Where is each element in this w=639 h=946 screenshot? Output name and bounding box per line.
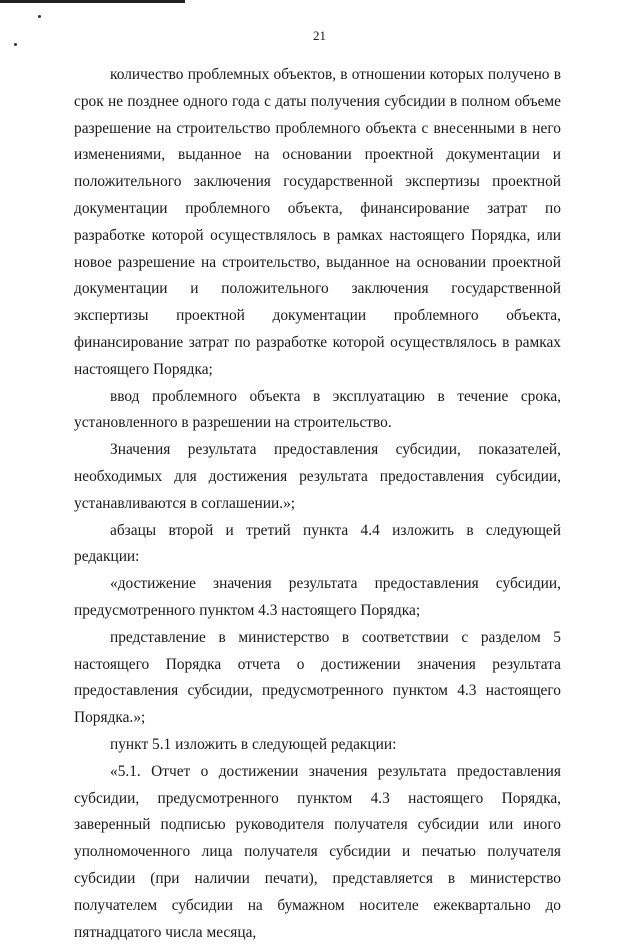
paragraph-report-submission: представление в министерство в соответствии с разделом 5 настоящего Порядка отчета о достижении значения результата предоставления субсидии, предусмотренного пунктом 4.3 настоящего Порядка.»;	[74, 628, 561, 727]
paragraph-clause-5-1: «5.1. Отчет о достижении значения результата предоставления субсидии, предусмотренного пунктом 4.3 настоящего Порядка, заверенный подписью руководителя получателя субсидии или иного уполномоченного лица получателя субсидии и печатью получателя субсидии (при наличии печати), представляется в министерство получателем субсидии на бумажном носителе ежеквартально до пятнадцатого числа месяца,	[74, 762, 561, 941]
paragraph-amend-4-4: абзацы второй и третий пункта 4.4 изложить в следующей редакции:	[74, 521, 561, 566]
paragraph-result-values: Значения результата предоставления субсидии, показателей, необходимых для достижения результата предоставления субсидии, устанавливаются в соглашении.»;	[74, 441, 561, 512]
paragraph-problem-objects-count: количество проблемных объектов, в отношении которых получено в срок не позднее одного года с даты получения субсидии в полном объеме разрешение на строительство проблемного объекта с внесенными в него изменениями, выданное на основании проектной документации и положительного заключения государственной экспертизы проектной документации проблемного объекта, финансирование затрат по разработке которой осуществлялось в рамках настоящего Порядка, или новое разрешение на строительство, выданное на основании проектной документации и положительного заключения государственной экспертизы проектной документации проблемного объекта, финансирование затрат по разработке которой осуществлялось в рамках настоящего Порядка;	[74, 66, 561, 378]
scan-speck	[38, 15, 41, 18]
paragraph-amend-5-1: пункт 5.1 изложить в следующей редакции:	[110, 735, 397, 753]
scan-artifact-line	[0, 0, 185, 3]
paragraph-commissioning: ввод проблемного объекта в эксплуатацию в течение срока, установленного в разрешении на строительство.	[74, 387, 561, 432]
paragraph-achievement: «достижение значения результата предоставления субсидии, предусмотренного пунктом 4.3 настоящего Порядка;	[74, 575, 561, 619]
page-number: 21	[313, 28, 326, 43]
document-body	[74, 62, 561, 946]
